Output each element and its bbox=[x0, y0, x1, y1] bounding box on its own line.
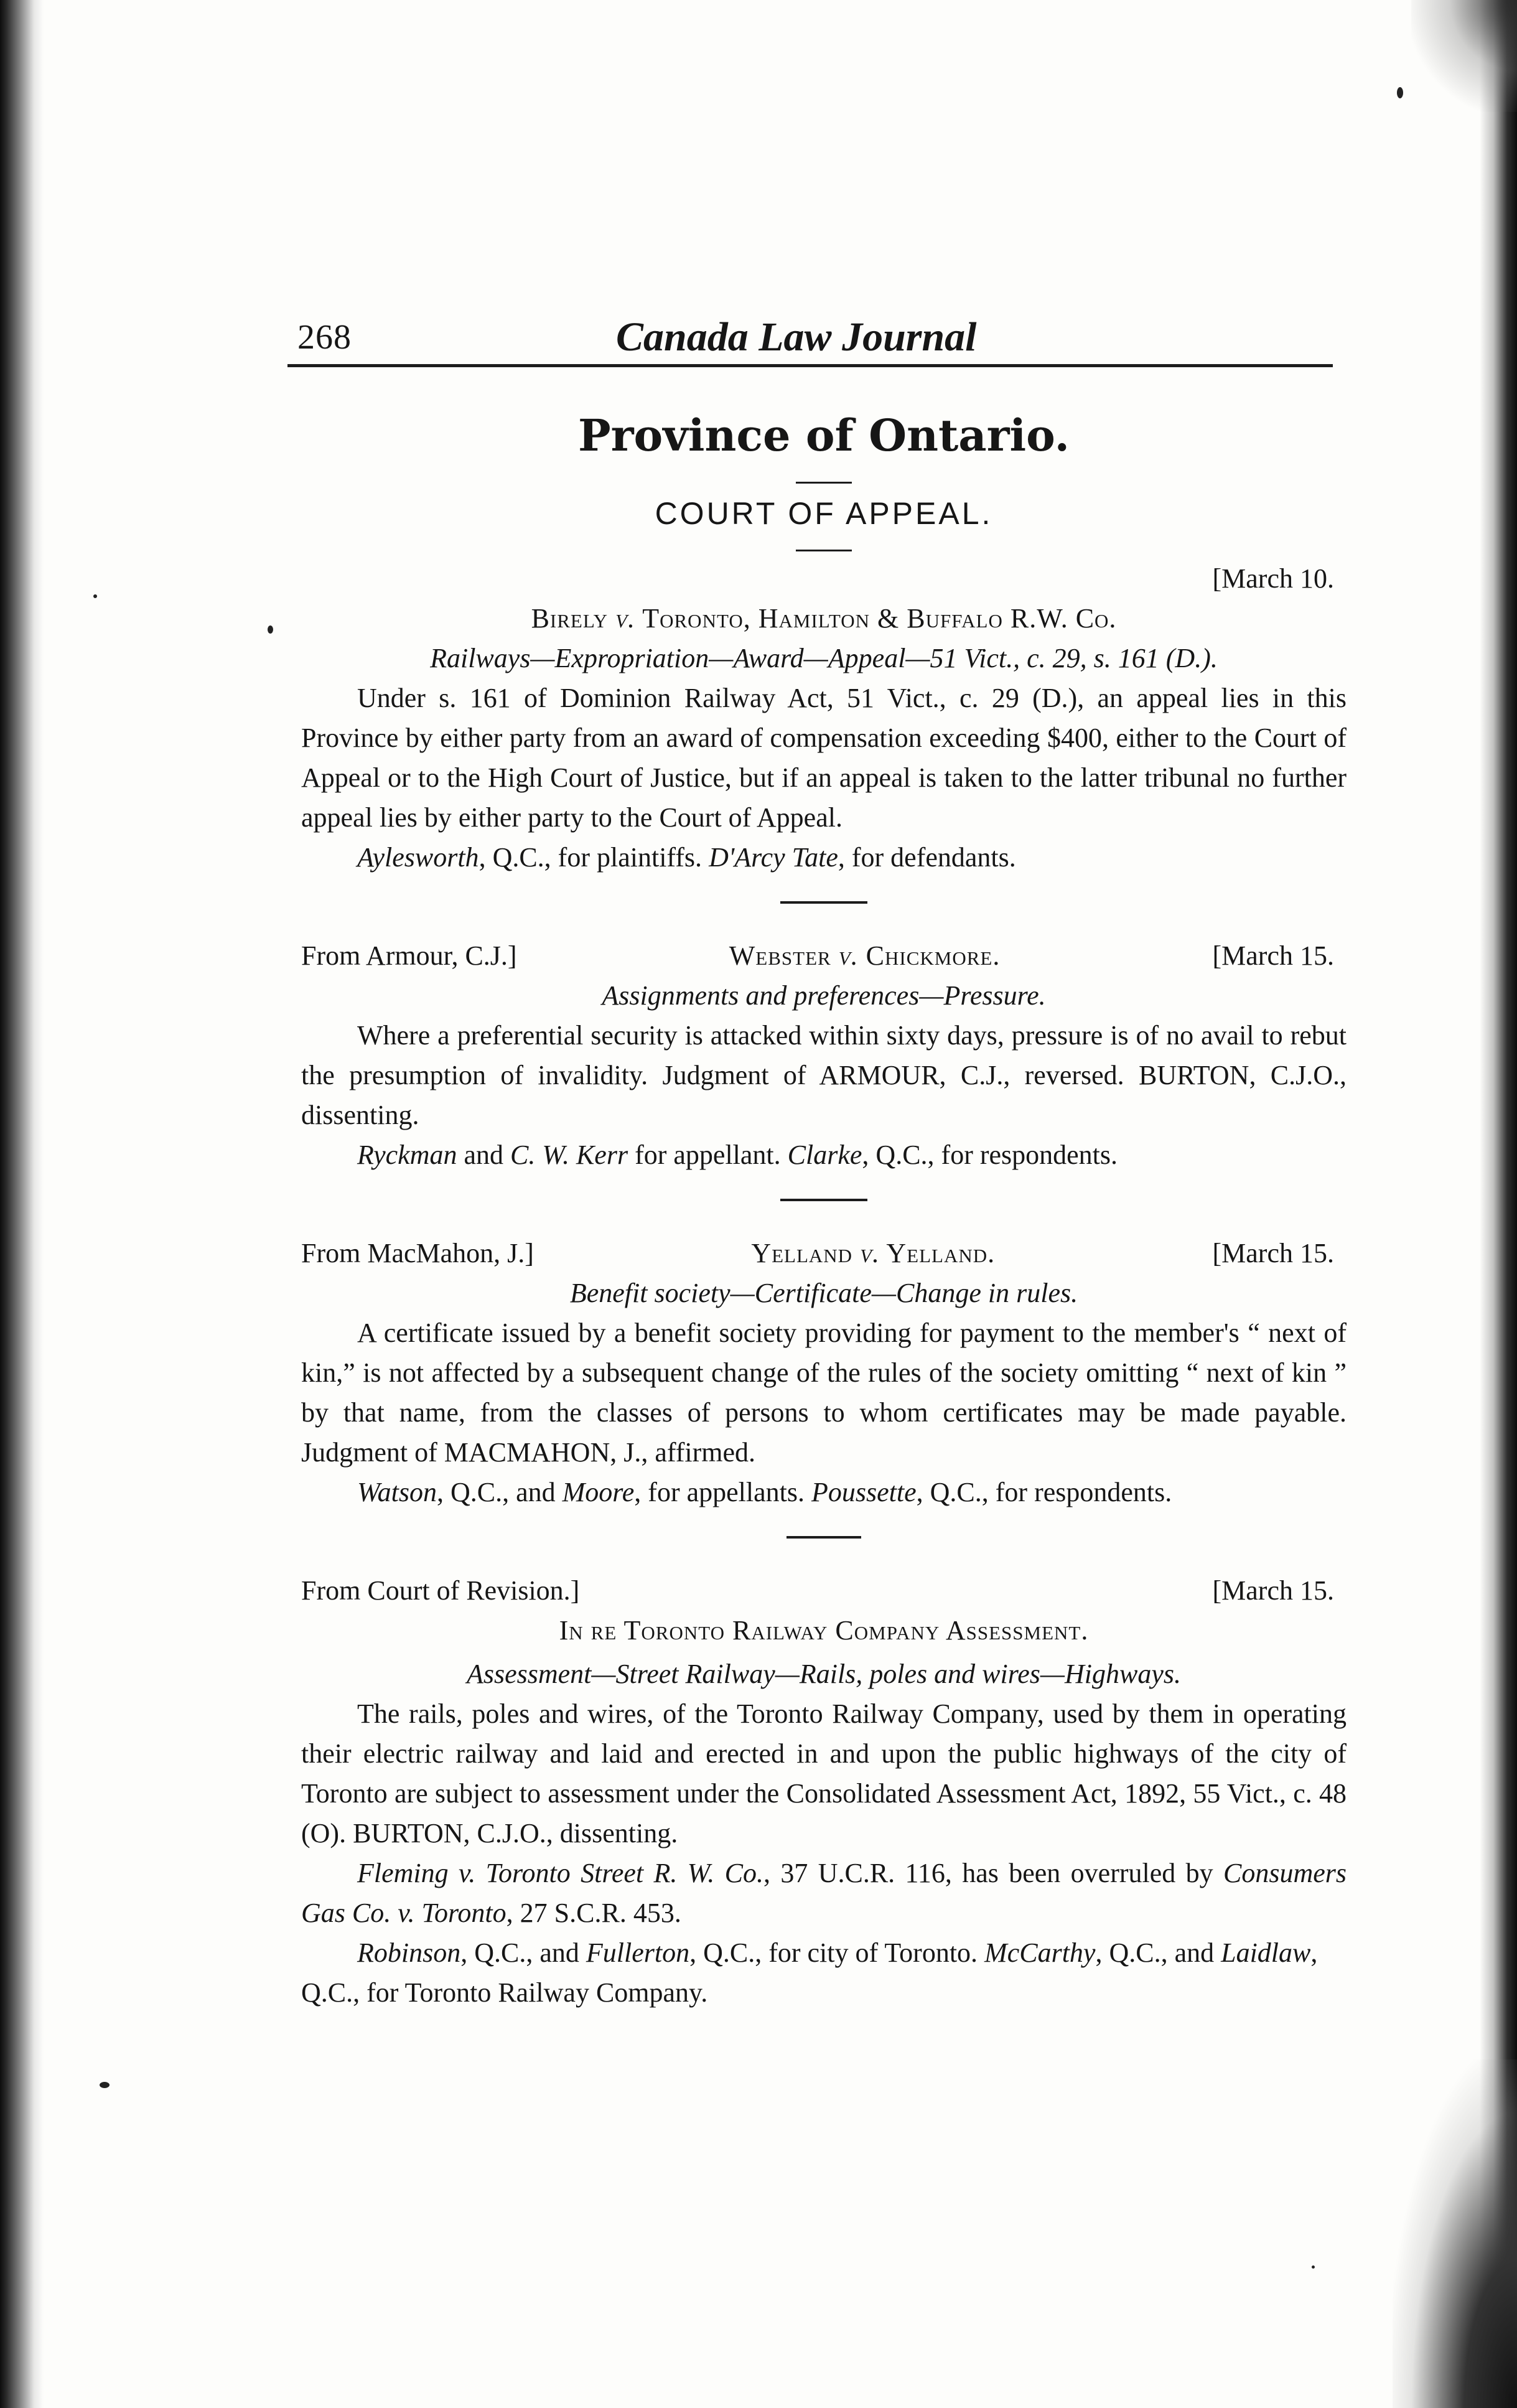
counsel-name: Poussette bbox=[811, 1477, 917, 1507]
counsel-name: Clarke bbox=[787, 1140, 862, 1170]
case-from: From Armour, C.J.] bbox=[301, 940, 517, 971]
counsel-name: Moore bbox=[562, 1477, 635, 1507]
counsel-role: , for defendants. bbox=[838, 842, 1016, 873]
case-webster bbox=[301, 936, 1347, 1175]
page-body bbox=[301, 398, 1347, 2013]
counsel-name: Ryckman bbox=[357, 1140, 457, 1170]
counsel-role: , Q.C., for Toronto Railway Company. bbox=[301, 1937, 1318, 2008]
case-header-line bbox=[301, 1571, 1347, 1611]
versus: v. bbox=[860, 1238, 880, 1268]
citation-text: , 37 U.C.R. 116, has been overruled by bbox=[763, 1858, 1223, 1888]
case-from: From Court of Revision.] bbox=[301, 1575, 580, 1606]
page-number: 268 bbox=[297, 318, 352, 357]
plaintiff: Webster bbox=[729, 940, 831, 971]
case-date: [March 15. bbox=[1212, 1575, 1334, 1606]
case-counsel bbox=[301, 1473, 1347, 1512]
scan-speck bbox=[93, 594, 97, 598]
counsel-role: , Q.C., and bbox=[436, 1477, 562, 1507]
counsel-role: , Q.C., and bbox=[1095, 1937, 1221, 1968]
citation-text: , 27 S.C.R. 453. bbox=[506, 1898, 681, 1928]
case-holding: The rails, poles and wires, of the Toronto Railway Company, used by them in operating their electric railway and laid and erected in and upon the public highways of the city of Toronto are subject to assessment under the Consolidated Assessment Act, 1892, 55 Vict., c. 48 (O). BURTON, C.J.O., dissenting. bbox=[301, 1698, 1347, 1848]
counsel-name: Aylesworth bbox=[357, 842, 479, 873]
section-title: Province of Ontario. bbox=[578, 410, 1070, 461]
case-counsel bbox=[301, 1135, 1347, 1175]
section-divider bbox=[796, 482, 852, 484]
counsel-name: C. W. Kerr bbox=[510, 1140, 628, 1170]
case-divider bbox=[780, 901, 867, 904]
case-title bbox=[751, 1234, 995, 1273]
case-title bbox=[729, 936, 1001, 976]
case-headnote: Assessment—Street Railway—Rails, poles and wires—Highways. bbox=[466, 1659, 1182, 1689]
case-date: [March 15. bbox=[1212, 1238, 1334, 1268]
case-holding: Where a preferential security is attacked within sixty days, pressure is of no avail to rebut the presumption of invalidity. Judgment of ARMOUR, C.J., reversed. BURTON, C.J.O., dissenting. bbox=[301, 1020, 1347, 1130]
counsel-role: and bbox=[457, 1140, 510, 1170]
case-divider bbox=[787, 1536, 861, 1539]
header-rule bbox=[287, 364, 1333, 367]
case-counsel bbox=[301, 838, 1347, 878]
cited-case: Consumers Gas Co. v. Toronto bbox=[301, 1858, 1347, 1928]
counsel-role: , Q.C., for respondents. bbox=[916, 1477, 1172, 1507]
scan-speck bbox=[268, 625, 273, 634]
case-holding: Under s. 161 of Dominion Railway Act, 51 Vict., c. 29 (D.), an appeal lies in this Province by either party from an award of compensation exceeding $400, either to the Court of Appeal or to the High Court of Justice, but if an appeal is taken to the latter tribunal no further appeal lies by either party to the Court of Appeal. bbox=[301, 683, 1347, 833]
counsel-name: Laidlaw bbox=[1221, 1937, 1311, 1968]
versus: v. bbox=[838, 940, 859, 971]
case-overruled-note bbox=[301, 1853, 1347, 1933]
case-from: From MacMahon, J.] bbox=[301, 1238, 534, 1268]
case-title bbox=[301, 599, 1347, 639]
scan-shadow-top-right bbox=[1411, 0, 1517, 112]
case-yelland bbox=[301, 1234, 1347, 1512]
case-headnote: Assignments and preferences—Pressure. bbox=[602, 980, 1046, 1011]
case-headnote: Benefit society—Certificate—Change in rules. bbox=[569, 1278, 1078, 1308]
case-headnote: Railways—Expropriation—Award—Appeal—51 Vict., c. 29, s. 161 (D.). bbox=[430, 643, 1218, 673]
counsel-role: , Q.C., for plaintiffs. bbox=[478, 842, 709, 873]
counsel-role: for appellant. bbox=[628, 1140, 788, 1170]
case-birely bbox=[301, 559, 1347, 878]
defendant: Chickmore. bbox=[866, 940, 1001, 971]
counsel-name: Fullerton bbox=[586, 1937, 690, 1968]
versus: v. bbox=[615, 603, 636, 634]
scan-edge-left bbox=[0, 0, 44, 2408]
counsel-role: , for appellants. bbox=[634, 1477, 811, 1507]
defendant: Yelland. bbox=[886, 1238, 996, 1268]
scan-speck bbox=[1397, 87, 1403, 98]
counsel-role: , Q.C., for respondents. bbox=[862, 1140, 1118, 1170]
counsel-role: , Q.C., and bbox=[460, 1937, 586, 1968]
counsel-name: D'Arcy Tate bbox=[709, 842, 838, 873]
journal-title: Canada Law Journal bbox=[616, 314, 977, 360]
counsel-role: , Q.C., for city of Toronto. bbox=[689, 1937, 985, 1968]
scan-speck bbox=[100, 2082, 110, 2088]
counsel-name: Watson bbox=[357, 1477, 437, 1507]
defendant: Toronto, Hamilton & Buffalo R.W. Co. bbox=[642, 603, 1117, 634]
case-title: In re Toronto Railway Company Assessment. bbox=[559, 1615, 1089, 1646]
case-toronto-railway-assessment bbox=[301, 1571, 1347, 2013]
counsel-name: Robinson bbox=[357, 1937, 461, 1968]
case-header-line bbox=[301, 936, 1347, 976]
scan-shadow-bottom-right bbox=[1393, 2059, 1517, 2408]
cited-case: Fleming v. Toronto Street R. W. Co. bbox=[357, 1858, 763, 1888]
case-date: [March 10. bbox=[1212, 563, 1334, 594]
scan-speck bbox=[1312, 2265, 1315, 2269]
plaintiff: Birely bbox=[531, 603, 609, 634]
counsel-name: McCarthy bbox=[984, 1937, 1096, 1968]
case-counsel bbox=[301, 1933, 1347, 2013]
court-heading: COURT OF APPEAL. bbox=[655, 496, 993, 531]
case-holding: A certificate issued by a benefit society providing for payment to the member's “ next of kin,” is not affected by a subsequent change of the rules of the society omitting “ next of kin ” by that name, from the classes of persons to whom certificates may be made payable. Judgment of MACMAHON, J., affirmed. bbox=[301, 1318, 1347, 1468]
case-divider bbox=[780, 1199, 867, 1201]
case-date: [March 15. bbox=[1212, 940, 1334, 971]
plaintiff: Yelland bbox=[751, 1238, 853, 1268]
scan-edge-right bbox=[1480, 0, 1517, 2408]
case-header-line bbox=[301, 1234, 1347, 1273]
section-divider bbox=[796, 550, 852, 551]
